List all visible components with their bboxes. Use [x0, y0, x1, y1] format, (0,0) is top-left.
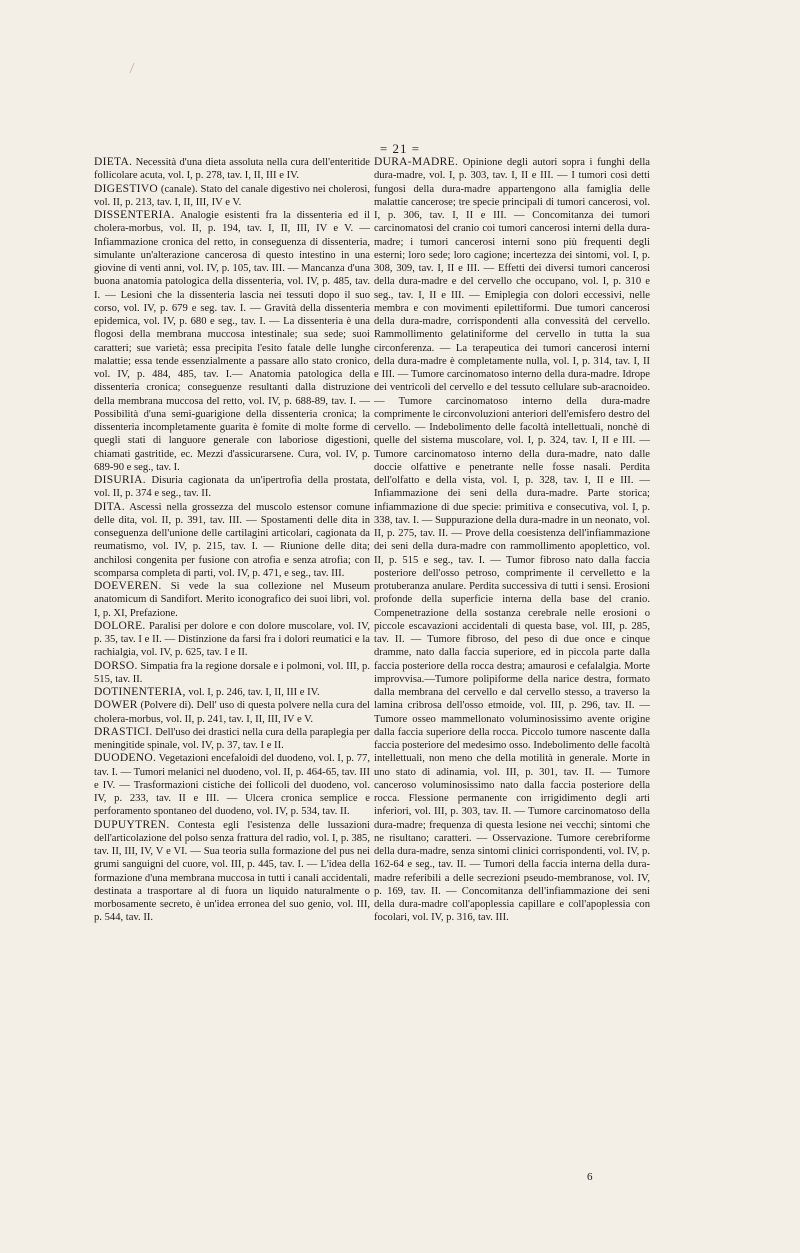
entry-headword: DUPUYTREN.: [94, 818, 170, 831]
signature-mark: 6: [587, 1171, 593, 1183]
entry-text: Paralisi per dolore e con dolore muscolare, vol. IV, p. 35, tav. I e II. — Distinzione da farsi fra i dolori reumatici e la rachialgia, vol. IV, p. 625, tav. I e II.: [94, 620, 370, 659]
index-entry: [94, 699, 370, 726]
index-entry: [94, 474, 370, 501]
entry-headword: DITA.: [94, 500, 125, 513]
entry-headword: DOEVEREN.: [94, 580, 162, 592]
entry-text: Necessità d'una dieta assoluta nella cura dell'enteritide follicolare acuta, vol. I, p. 278, tav. I, II, III e IV.: [94, 157, 370, 182]
entry-headword: DUODENO.: [94, 752, 157, 765]
right-column: [374, 156, 650, 925]
index-entry: [94, 726, 370, 753]
entry-headword: DRASTICI.: [94, 725, 153, 738]
entry-text: Dell'uso dei drastici nella cura della paraplegia per meningitide spinale, vol. IV, p. 37, tav. I e II.: [94, 726, 370, 751]
entry-headword: DOLORE.: [94, 619, 146, 632]
index-entry: [94, 620, 370, 660]
entry-text: (Polvere di). Dell' uso di questa polvere nella cura del cholera-morbus, vol. II, p. 241, tav. I, II, III, IV e V.: [94, 700, 370, 725]
index-entry: [94, 501, 370, 581]
entry-text: Analogie esistenti fra la dissenteria ed il cholera-morbus, vol. II, p. 194, tav. I, II, III, IV e V. — Infiammazione cronica del retto, in conseguenza di dissenteria, simulante un'alterazione cancerosa di questo intestino in una giovine di venti anni, vol. IV, p. 105, tav. III. — Mancanza d'una buona anatomia patologica della dissenteria, vol. IV, p. 485, tav. I. — Lesioni che la dissenteria lascia nei tessuti dopo il suo corso, vol. IV, p. 679 e seg. tav. I. — Gravità della dissenteria epidemica, vol. IV, p. 680 e seg., tav. I. — La dissenteria è una flogosi della membrana muccosa intestinale; sua sede; suoi caratteri; sue varietà; essa precipita l'esito fatale delle lunghe malattie; essa tende essenzialmente a passare allo stato cronico, vol. IV, p. 484, 485, tav. I.— Anatomia patologica della dissenteria cronica; conseguenze resultanti dalla distruzione della membrana muccosa del retto, vol. IV, p. 688-89, tav. I. — Possibilità d'una semi-guarigione della dissenteria cronica; la dissenteria incompletamente guarita è fomite di molte forme di quegli stati di languore generale con laboriose digestioni, chiamati gastritide, ec. Mezzi d'assicurarsene. Cura, vol. IV, p. 689-90 e seg., tav. I.: [94, 210, 370, 473]
entry-headword: DOTINENTERIA,: [94, 686, 186, 698]
left-column: [94, 156, 370, 925]
entry-headword: DIETA.: [94, 156, 133, 168]
entry-text: (canale). Stato del canale digestivo nei cholerosi, vol. II, p. 213, tav. I, II, III, IV e V.: [94, 183, 370, 208]
index-entry: [94, 752, 370, 818]
entry-text: Ascessi nella grossezza del muscolo estensor comune delle dita, vol. II, p. 391, tav. III. — Spostamenti delle dita in conseguenza dell'unione delle cartilagini articolari, cagionata da reumatismo, vol. IV, p. 215, tav. I. — Riunione delle dita; anchilosi congenita per fusione con atrofia e senza atrofia; con scomparsa completa di parti, vol. IV, p. 471, e seg., tav. III.: [94, 501, 370, 579]
index-entry: [94, 660, 370, 687]
entry-text: Disuria cagionata da un'ipertrofia della prostata, vol. II, p. 374 e seg., tav. II.: [94, 475, 370, 500]
entry-headword: DORSO.: [94, 659, 138, 672]
index-entry: [94, 686, 370, 699]
entry-text: Contesta egli l'esistenza delle lussazioni dell'articolazione del polso senza frattura del radio, vol. I, p. 385, tav. II, III, IV, V e VI. — Sua teoria sulla formazione del pus nei grumi sanguigni del cuore, vol. III, p. 445, tav. I. — L'idea della formazione d'una membrana muccosa in tutti i canali accidentali, destinata a trasportare al di fuora un liquido naturalmente o morbosamente secreto, è un'idea erronea del suo genio, vol. III, p. 544, tav. II.: [94, 819, 370, 924]
entry-headword: DISURIA.: [94, 474, 146, 486]
entry-text: Opinione degli autori sopra i funghi della dura-madre, vol. I, p. 303, tav. I, II e III. — I tumori così detti fungosi della dura-madre appartengono alla famiglia delle malattie cancerose; tre specie principali di tumori cancerosi, vol. I, p. 306, tav. I, II e III. — Concomitanza dei tumori carcinomatosi del cranio coi tumori cancerosi interni della dura-madre; i tumori cancerosi interni sono più frequenti degli esterni; loro sede; loro cagione; incertezza dei sintomi, vol. I, p. 308, 309, tav. I, II e III. — Effetti dei diversi tumori cancerosi della dura-madre e del cervello che occupano, vol. I, p. 310 e seg., tav. I, II e III. — Emiplegia con dolori eccessivi, nelle membra e con movimenti epilettiformi. Due tumori cancerosi della dura-madre, corrispondenti alla convessità del cervello. Rammollimento gelatiniforme del cervello in tutta la sua circonferenza. — La terapeutica dei tumori cancerosi interni della dura-madre è completamente nulla, vol. I, p. 314, tav. I, II e III. — Tumore carcinomatoso interno della dura-madre. Idrope dei ventricoli del cervello e del tessuto cellulare sub-aracnoideo. — Tumore carcinomatoso interno della dura-madre comprimente le circonvoluzioni anteriori dell'emisfero destro del cervello. — Indebolimento delle facoltà intellettuali, nonchè di quelle del sistema muscolare, vol. I, p. 324, tav. I, II e III. — Tumore carcinomatoso interno della dura-madre, nato dalle doccie olfattive e penetrante nelle fosse nasali. Perdita dell'olfatto e della vista, vol. I, p. 328, tav. I, II e III. — Infiammazione dei seni della dura-madre. Parte storica; infiammazione di due specie: primitiva e consecutiva, vol. I, p. 338, tav. I. — Suppurazione della dura-madre in un neonato, vol. II, p. 275, tav. II. — Prove della coesistenza dell'infiammazione dei seni della dura-madre con rammollimento apoplettico, vol. II, p. 515 e seg., tav. I. — Tumor fibroso nato dalla faccia posteriore dell'osso petroso, comprimente il cervelletto e la protuberanza anulare. Perdita successiva di tutti i sensi. Erosioni profonde della superficie interna della base del cranio. Compenetrazione della sostanza cerebrale nelle erosioni o piccole escavazioni accidentali di questa base, vol. III, p. 285, tav. II. — Tumore fibroso, del peso di due once e cinque dramme, nato dalla faccia superiore, ed in piccola parte dalla faccia posteriore della rocca destra; amaurosi e cefalalgia. Morte improvvisa.—Tumore polipiforme della narice destra, formato dalla membrana del cervello e dal cervello stesso, a traverso la lamina cribrosa dell'osso etmoide, vol. III, p. 296, tav. II. — Tumore osseo mammellonato voluminosissimo avente origine dalla faccia superiore della rocca. Piccolo tumore nascente dalla faccia posteriore del medesimo osso. Indebolimento delle facoltà intellettuali, non meno che della motilità in generale. Morte in uno stato di adinamia, vol. III, p. 301, tav. II. — Tumore canceroso voluminosissimo nato dalla faccia posteriore della rocca. Flessione permanente con irrigidimento degli arti inferiori, vol. III, p. 303, tav. II. — Tumore carcinomatoso della dura-madre; frequenza di questa lesione nei vecchi; sintomi che ne risultano; caratteri. — Osservazione. Tumore cerebriforme della dura-madre, senza sintomi clinici corrispondenti, vol. IV, p. 162-64 e seg., tav. II. — Tumori della faccia interna della dura-madre referibili a delle secrezioni pseudo-membranose, vol. IV, p. 169, tav. II. — Concomitanza dell'infiammazione dei seni della dura-madre coll'apoplessia capillare e coll'apoplessia con focolari, vol. IV, p. 316, tav. III.: [374, 157, 650, 924]
index-entry: [374, 156, 650, 925]
entry-text: vol. I, p. 246, tav. I, II, III e IV.: [185, 687, 320, 698]
entry-headword: DISSENTERIA.: [94, 209, 175, 221]
index-entry: [94, 819, 370, 925]
index-entry: [94, 209, 370, 474]
pencil-mark: [128, 62, 136, 74]
entry-headword: DOWER: [94, 699, 138, 712]
index-entry: [94, 156, 370, 183]
entry-headword: DURA-MADRE.: [374, 156, 459, 168]
index-entry: [94, 183, 370, 210]
index-entry: [94, 580, 370, 620]
page-number: = 21 =: [379, 141, 421, 156]
entry-headword: DIGESTIVO: [94, 182, 159, 195]
entry-text: Vegetazioni encefaloidi del duodeno, vol. I, p. 77, tav. I. — Tumori melanici nel duodeno, vol. II, p. 464-65, tav. III e IV. — Trasformazioni cistiche dei follicoli del duodeno, vol. IV, p. 233, tav. II e III. — Ulcera cronica semplice e perforamento spontaneo del duodeno, vol. IV, p. 534, tav. II.: [94, 753, 370, 818]
entry-text: Si vede la sua collezione nel Museum anatomicum di Sandifort. Merito iconografico dei suoi libri, vol. I, p. XI, Prefazione.: [94, 581, 370, 619]
entry-text: Simpatia fra la regione dorsale e i polmoni, vol. III, p. 515, tav. II.: [94, 660, 370, 685]
